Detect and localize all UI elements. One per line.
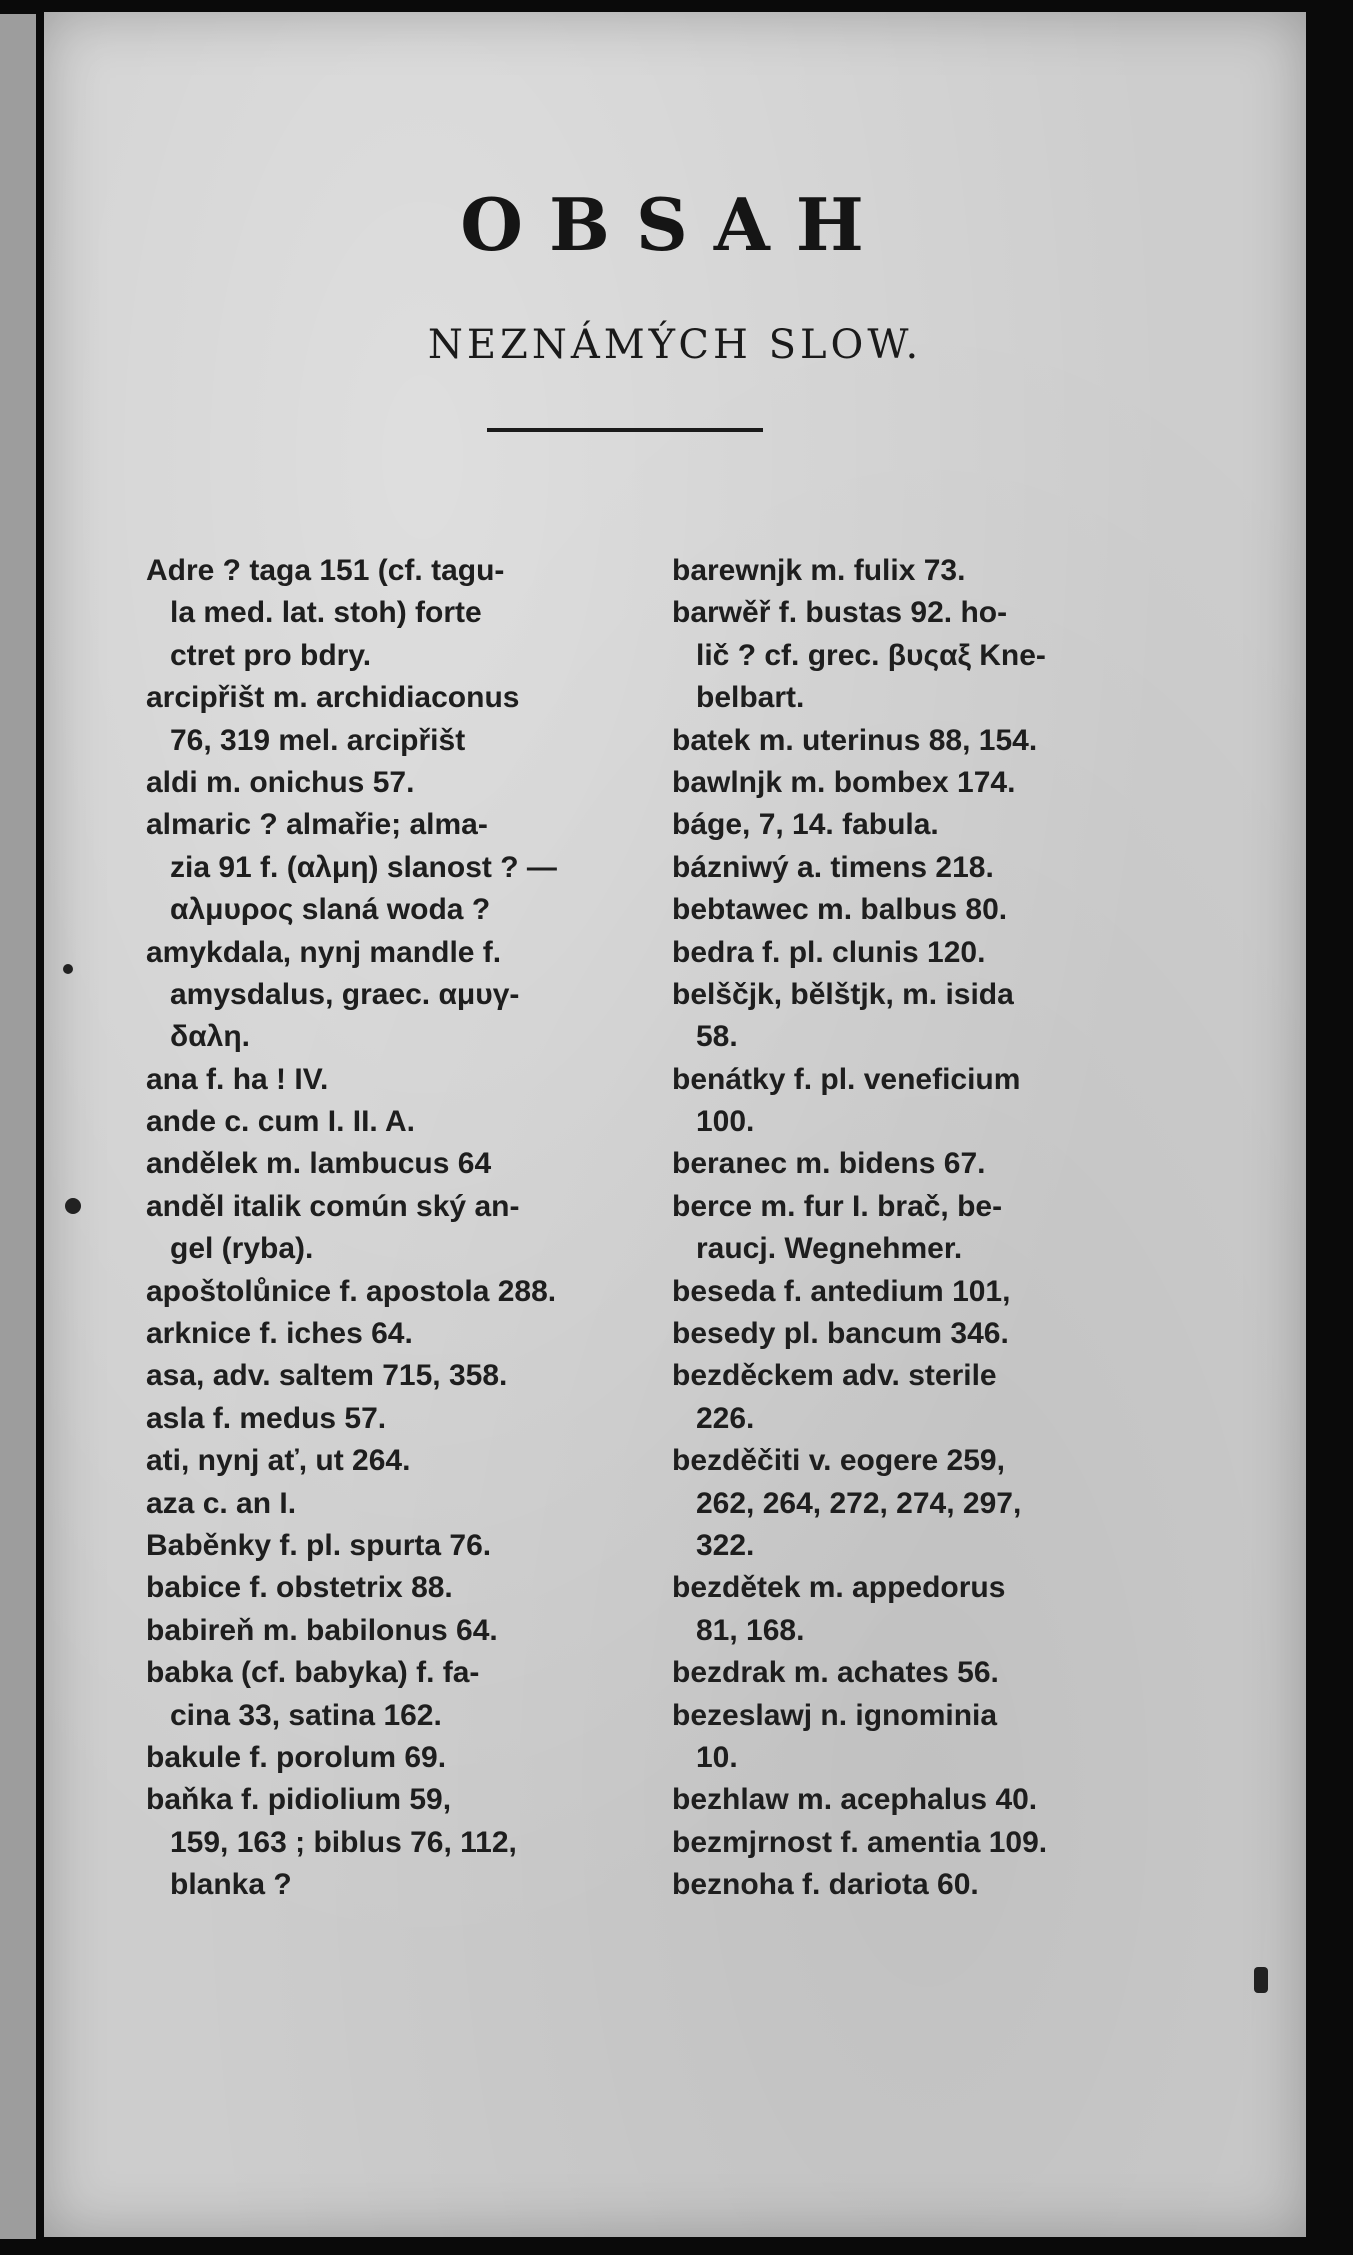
- index-line: báge, 7, 14. fabula.: [672, 808, 939, 842]
- index-line: apoštolůnice f. apostola 288.: [146, 1274, 557, 1308]
- index-line: babireň m. babilonus 64.: [146, 1613, 498, 1647]
- index-line: 81, 168.: [696, 1613, 805, 1647]
- index-line: ande c. cum I. II. A.: [146, 1105, 415, 1139]
- index-line: bawlnjk m. bombex 174.: [672, 765, 1016, 799]
- index-line: ana f. ha ! IV.: [146, 1062, 329, 1096]
- page-subtitle: NEZNÁMÝCH SLOW.: [427, 322, 923, 368]
- index-line: babice f. obstetrix 88.: [146, 1571, 453, 1605]
- adjacent-page-edge: [0, 14, 36, 2239]
- index-line: 322.: [696, 1528, 755, 1562]
- index-line: cina 33, satina 162.: [170, 1698, 442, 1732]
- index-line: 76, 319 mel. arcipřišt: [170, 723, 466, 757]
- index-line: αλμυρος slaná woda ?: [170, 893, 491, 927]
- index-line: baňka f. pidiolium 59,: [146, 1783, 452, 1817]
- index-line: benátky f. pl. veneficium: [672, 1062, 1021, 1096]
- right-column: [672, 550, 1172, 1907]
- index-line: bezeslawj n. ignominia: [672, 1698, 998, 1732]
- index-line: raucj. Wegnehmer.: [696, 1232, 963, 1266]
- index-line: ati, nynj ať, ut 264.: [146, 1444, 411, 1478]
- index-line: bedra f. pl. clunis 120.: [672, 935, 986, 969]
- title-rule: [487, 428, 763, 432]
- index-line: beranec m. bidens 67.: [672, 1147, 986, 1181]
- index-line: gel (ryba).: [170, 1232, 314, 1266]
- index-line: besedy pl. bancum 346.: [672, 1317, 1009, 1351]
- index-line: asa, adv. saltem 715, 358.: [146, 1359, 508, 1393]
- index-line: 159, 163 ; biblus 76, 112,: [170, 1825, 517, 1859]
- index-line: barewnjk m. fulix 73.: [672, 554, 966, 587]
- index-line: Baběnky f. pl. spurta 76.: [146, 1528, 492, 1562]
- index-line: babka (cf. babyka) f. fa-: [146, 1656, 480, 1690]
- index-line: 262, 264, 272, 274, 297,: [696, 1486, 1022, 1520]
- index-line: 100.: [696, 1105, 755, 1139]
- index-line: amysdalus, graec. αμυγ-: [170, 977, 520, 1011]
- index-line: berce m. fur I. brač, be-: [672, 1189, 1003, 1223]
- index-line: beseda f. antedium 101,: [672, 1274, 1011, 1308]
- index-line: arknice f. iches 64.: [146, 1317, 413, 1351]
- index-line: aldi m. onichus 57.: [146, 765, 415, 799]
- index-line: bakule f. porolum 69.: [146, 1740, 447, 1774]
- index-line: bezdětek m. appedorus: [672, 1571, 1006, 1605]
- index-line: 226.: [696, 1401, 755, 1435]
- index-line: batek m. uterinus 88, 154.: [672, 723, 1038, 757]
- index-line: δαλη.: [170, 1020, 250, 1054]
- ink-blot: [65, 1198, 81, 1214]
- index-line: 58.: [696, 1020, 738, 1054]
- index-line: belbart.: [696, 681, 805, 715]
- index-line: bebtawec m. balbus 80.: [672, 893, 1008, 927]
- index-line: andělek m. lambucus 64: [146, 1147, 492, 1181]
- left-column: [146, 550, 636, 1907]
- index-line: bezhlaw m. acephalus 40.: [672, 1783, 1038, 1817]
- index-line: barwěř f. bustas 92. ho-: [672, 596, 1008, 630]
- index-line: lič ? cf. grec. βυςαξ Kne-: [696, 638, 1046, 672]
- index-line: asla f. medus 57.: [146, 1401, 387, 1435]
- index-line: arcipřišt m. archidiaconus: [146, 681, 520, 715]
- index-line: bezděčiti v. eogere 259,: [672, 1444, 1005, 1478]
- index-line: Adre ? taga 151 (cf. tagu-: [146, 554, 505, 587]
- index-line: bezdrak m. achates 56.: [672, 1656, 999, 1690]
- index-line: almaric ? almařie; alma-: [146, 808, 488, 842]
- index-line: bázniwý a. timens 218.: [672, 850, 994, 884]
- index-line: bezděckem adv. sterile: [672, 1359, 997, 1393]
- index-line: zia 91 f. (αλμη) slanost ? —: [170, 850, 557, 884]
- index-line: bezmjrnost f. amentia 109.: [672, 1825, 1048, 1859]
- index-line: 10.: [696, 1740, 738, 1774]
- ink-blot: [1254, 1967, 1268, 1993]
- index-line: anděl italik común ský an-: [146, 1189, 520, 1223]
- page-title: OBSAH: [460, 182, 890, 267]
- ink-blot: [63, 964, 73, 974]
- index-line: ctret pro bdry.: [170, 638, 372, 672]
- index-line: la med. lat. stoh) forte: [170, 596, 482, 630]
- index-line: belščjk, bělštjk, m. isida: [672, 977, 1014, 1011]
- index-line: beznoha f. dariota 60.: [672, 1868, 979, 1902]
- index-line: amykdala, nynj mandle f.: [146, 935, 502, 969]
- index-line: aza c. an I.: [146, 1486, 297, 1520]
- book-page: [44, 12, 1306, 2237]
- index-line: blanka ?: [170, 1868, 292, 1902]
